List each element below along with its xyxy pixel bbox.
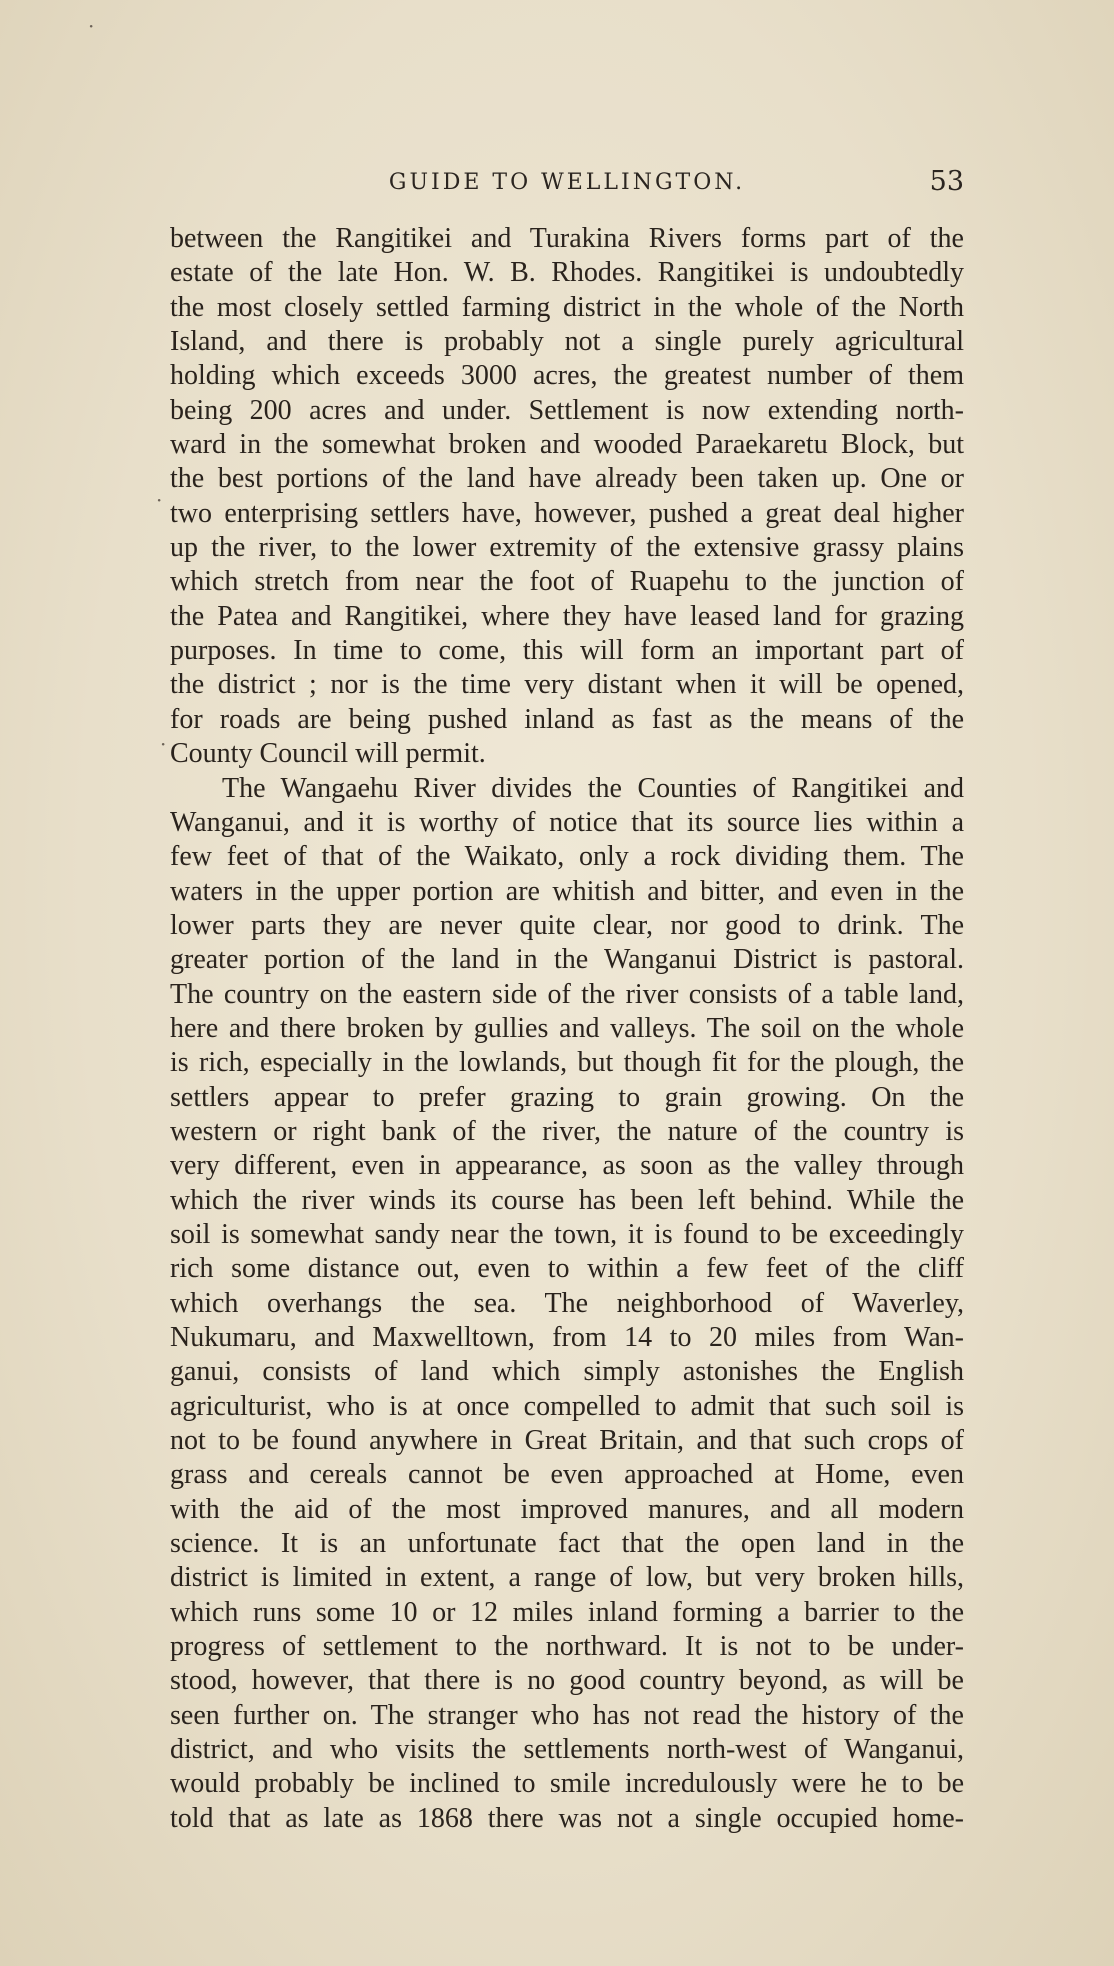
text-line: western or right bank of the river, the nature of the country is [170, 1115, 964, 1147]
text-line: grass and cereals cannot be even approached at Home, even [170, 1459, 964, 1491]
paragraph-start-line: The Wangaehu River divides the Counties of Rangitikei and [222, 772, 964, 804]
text-line: The country on the eastern side of the river consists of a table land, [170, 978, 964, 1010]
text-line: lower parts they are never quite clear, nor good to drink. The [170, 909, 964, 941]
text-line: few feet of that of the Waikato, only a rock dividing them. The [170, 841, 964, 873]
running-head [170, 166, 964, 206]
text-line: greater portion of the land in the Wanganui District is pastoral. [170, 944, 964, 976]
text-line: district is limited in extent, a range of low, but very broken hills, [170, 1562, 964, 1594]
paper-speck-top: · [88, 14, 95, 38]
text-line: soil is somewhat sandy near the town, it is found to be exceedingly [170, 1218, 964, 1250]
text-line: estate of the late Hon. W. B. Rhodes. Rangitikei is undoubtedly [170, 257, 964, 289]
text-line: which the river winds its course has been left behind. While the [170, 1184, 964, 1216]
text-line: which overhangs the sea. The neighborhood of Waverley, [170, 1287, 964, 1319]
text-line: being 200 acres and under. Settlement is now extending north- [170, 394, 964, 426]
text-line: agriculturist, who is at once compelled to admit that such soil is [170, 1390, 964, 1422]
text-line: is rich, especially in the lowlands, but though fit for the plough, the [170, 1047, 964, 1079]
paper-speck-margin: · [160, 732, 167, 756]
text-line: which stretch from near the foot of Ruapehu to the junction of [170, 566, 964, 598]
text-line: the best portions of the land have already been taken up. One or [170, 463, 964, 495]
text-line: district, and who visits the settlements north-west of Wanganui, [170, 1734, 964, 1766]
text-line: would probably be inclined to smile incredulously were he to be [170, 1768, 964, 1800]
text-line: told that as late as 1868 there was not a single occupied home- [170, 1802, 964, 1834]
text-line: settlers appear to prefer grazing to grain growing. On the [170, 1081, 964, 1113]
text-line: waters in the upper portion are whitish and bitter, and even in the [170, 875, 964, 907]
text-line: ward in the somewhat broken and wooded Paraekaretu Block, but [170, 429, 964, 461]
text-line: two enterprising settlers have, however, pushed a great deal higher [170, 497, 964, 529]
text-line: not to be found anywhere in Great Britain, and that such crops of [170, 1425, 964, 1457]
body-text [170, 222, 964, 1836]
text-line: science. It is an unfortunate fact that the open land in the [170, 1528, 964, 1560]
text-line: with the aid of the most improved manures, and all modern [170, 1493, 964, 1525]
text-line: the most closely settled farming district in the whole of the North [170, 291, 964, 323]
text-line: holding which exceeds 3000 acres, the greatest number of them [170, 360, 964, 392]
text-line: the district ; nor is the time very distant when it will be opened, [170, 669, 964, 701]
text-line: progress of settlement to the northward. It is not to be under- [170, 1631, 964, 1663]
text-line: Island, and there is probably not a single purely agricultural [170, 326, 964, 358]
text-line: very different, even in appearance, as soon as the valley through [170, 1150, 964, 1182]
paper-speck-left: · [156, 488, 163, 512]
text-line: between the Rangitikei and Turakina Rivers forms part of the [170, 223, 964, 254]
running-head-title: GUIDE TO WELLINGTON. [388, 170, 746, 195]
text-line: the Patea and Rangitikei, where they have leased land for grazing [170, 600, 964, 632]
text-line: rich some distance out, even to within a few feet of the cliff [170, 1253, 964, 1285]
text-line: purposes. In time to come, this will form an important part of [170, 635, 964, 667]
text-line: here and there broken by gullies and valleys. The soil on the whole [170, 1012, 964, 1044]
text-line: stood, however, that there is no good country beyond, as will be [170, 1665, 964, 1697]
text-line: seen further on. The stranger who has not read the history of the [170, 1699, 964, 1731]
text-line: Nukumaru, and Maxwelltown, from 14 to 20 miles from Wan- [170, 1322, 964, 1353]
text-line: for roads are being pushed inland as fast as the means of the [170, 703, 964, 735]
text-line: ganui, consists of land which simply astonishes the English [170, 1356, 964, 1388]
text-line: which runs some 10 or 12 miles inland forming a barrier to the [170, 1596, 964, 1628]
page-number: 53 [929, 166, 964, 197]
text-line: up the river, to the lower extremity of the extensive grassy plains [170, 532, 964, 564]
paragraph-end-line: County Council will permit. [170, 738, 486, 770]
text-line: Wanganui, and it is worthy of notice that its source lies within a [170, 806, 964, 838]
